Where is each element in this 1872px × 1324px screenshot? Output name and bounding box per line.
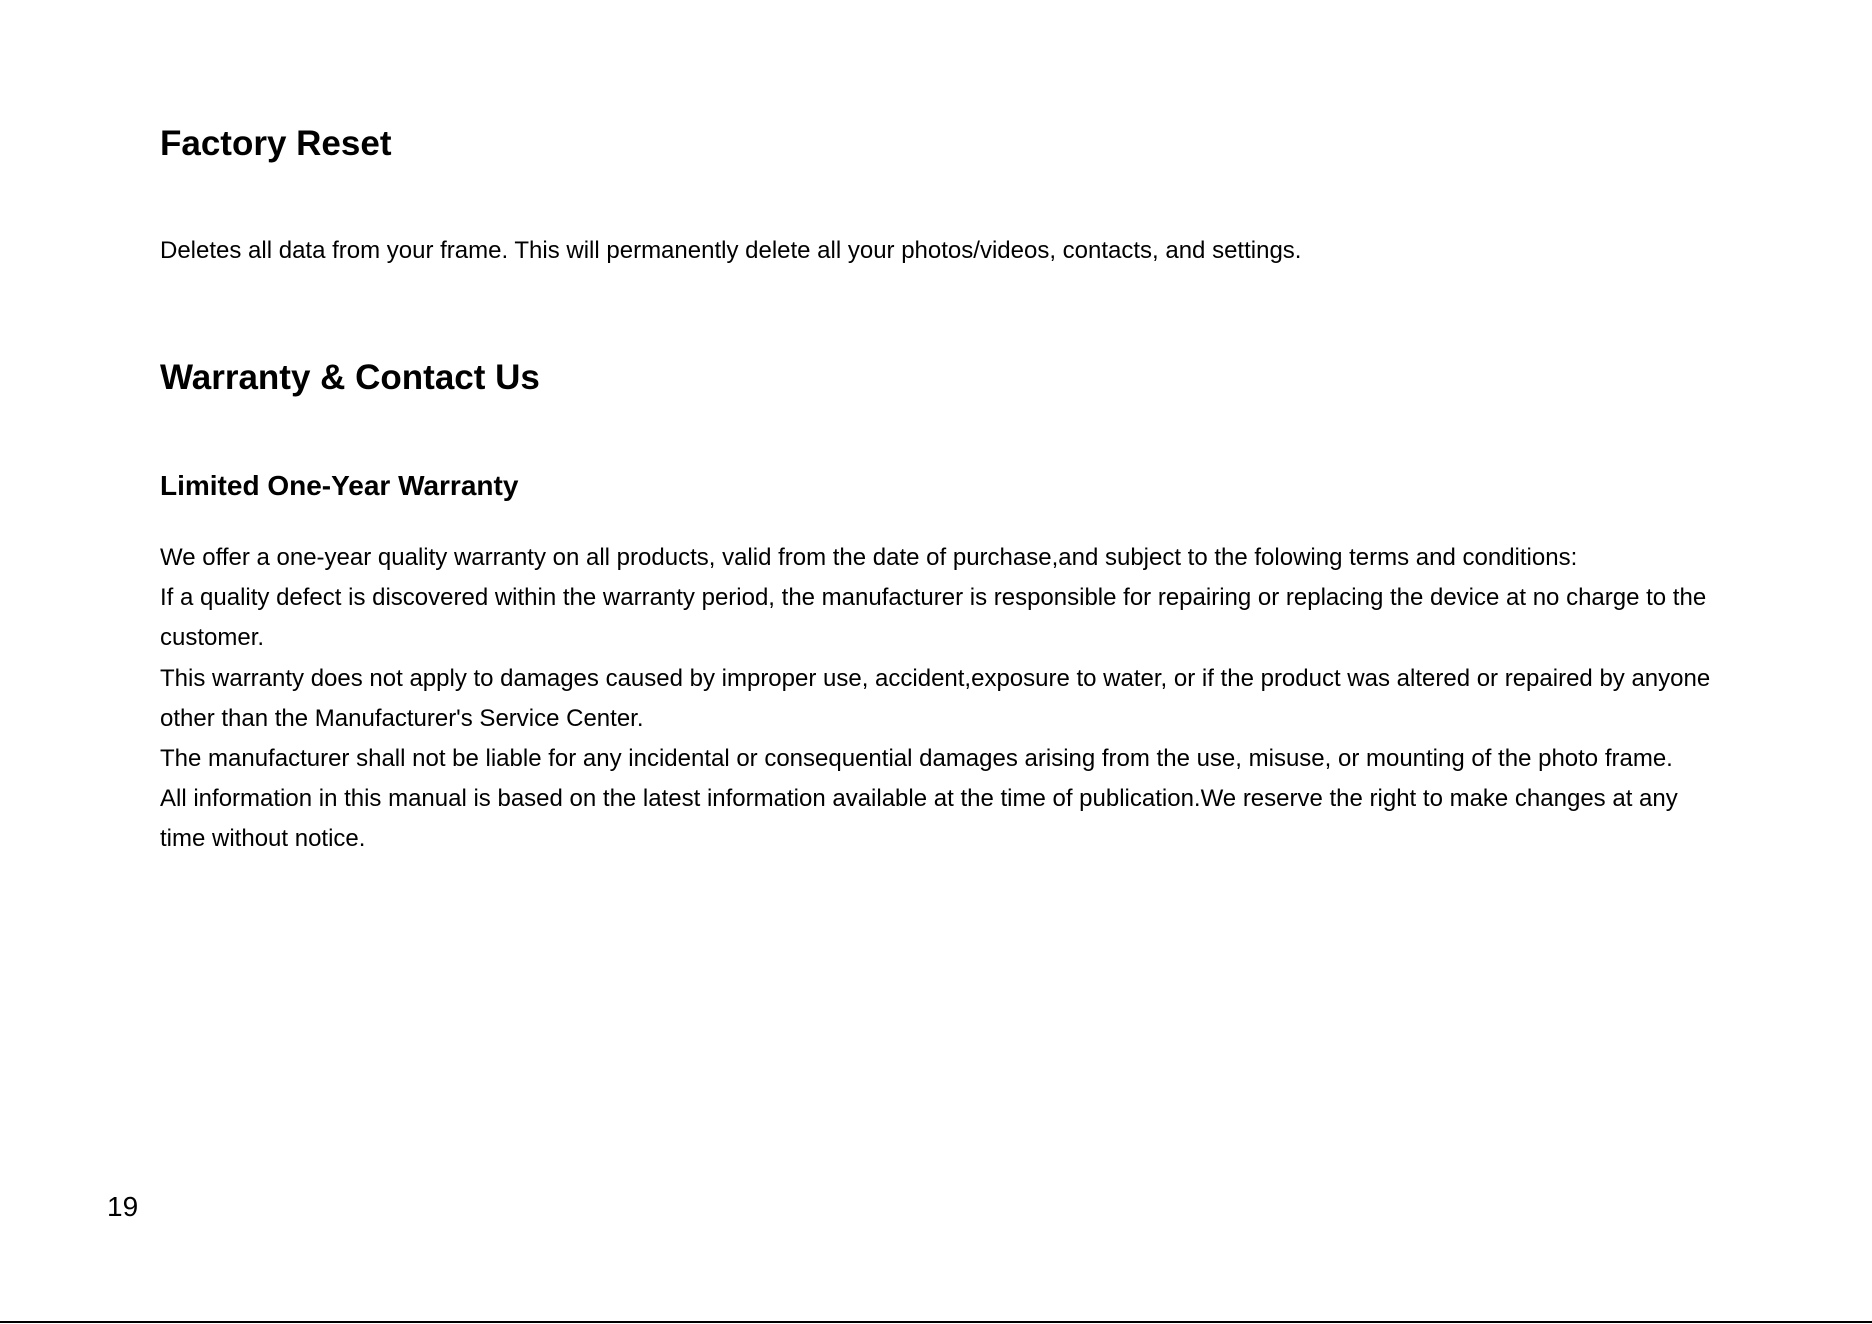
warranty-paragraph-intro: We offer a one-year quality warranty on all products, valid from the date of purchase,and subject to the folowing terms and conditions: bbox=[160, 544, 1578, 571]
factory-reset-heading: Factory Reset bbox=[160, 124, 392, 163]
warranty-paragraph-liability: The manufacturer shall not be liable for any incidental or consequential damages arising from the use, misuse, or mounting of the photo frame. bbox=[160, 745, 1673, 773]
warranty-paragraph-exclusions: This warranty does not apply to damages caused by improper use, accident,exposure to water, or if the product was altered or repaired by anyone other than the Manufacturer's Service Center. bbox=[160, 664, 1711, 732]
factory-reset-description: Deletes all data from your frame. This will permanently delete all your photos/videos, contacts, and settings. bbox=[160, 237, 1302, 264]
warranty-contact-heading: Warranty & Contact Us bbox=[160, 358, 540, 397]
bottom-border-rule bbox=[0, 1321, 1872, 1323]
limited-warranty-subheading: Limited One-Year Warranty bbox=[160, 470, 519, 501]
warranty-paragraph-notice: All information in this manual is based on the latest information available at the time of publication.We reserve the right to make changes at any time without notice. bbox=[160, 785, 1678, 853]
warranty-paragraph-defect: If a quality defect is discovered within the warranty period, the manufacturer is responsible for repairing or replacing the device at no charge to the customer. bbox=[160, 584, 1707, 652]
warranty-terms bbox=[160, 538, 1720, 860]
page-number: 19 bbox=[107, 1191, 139, 1222]
